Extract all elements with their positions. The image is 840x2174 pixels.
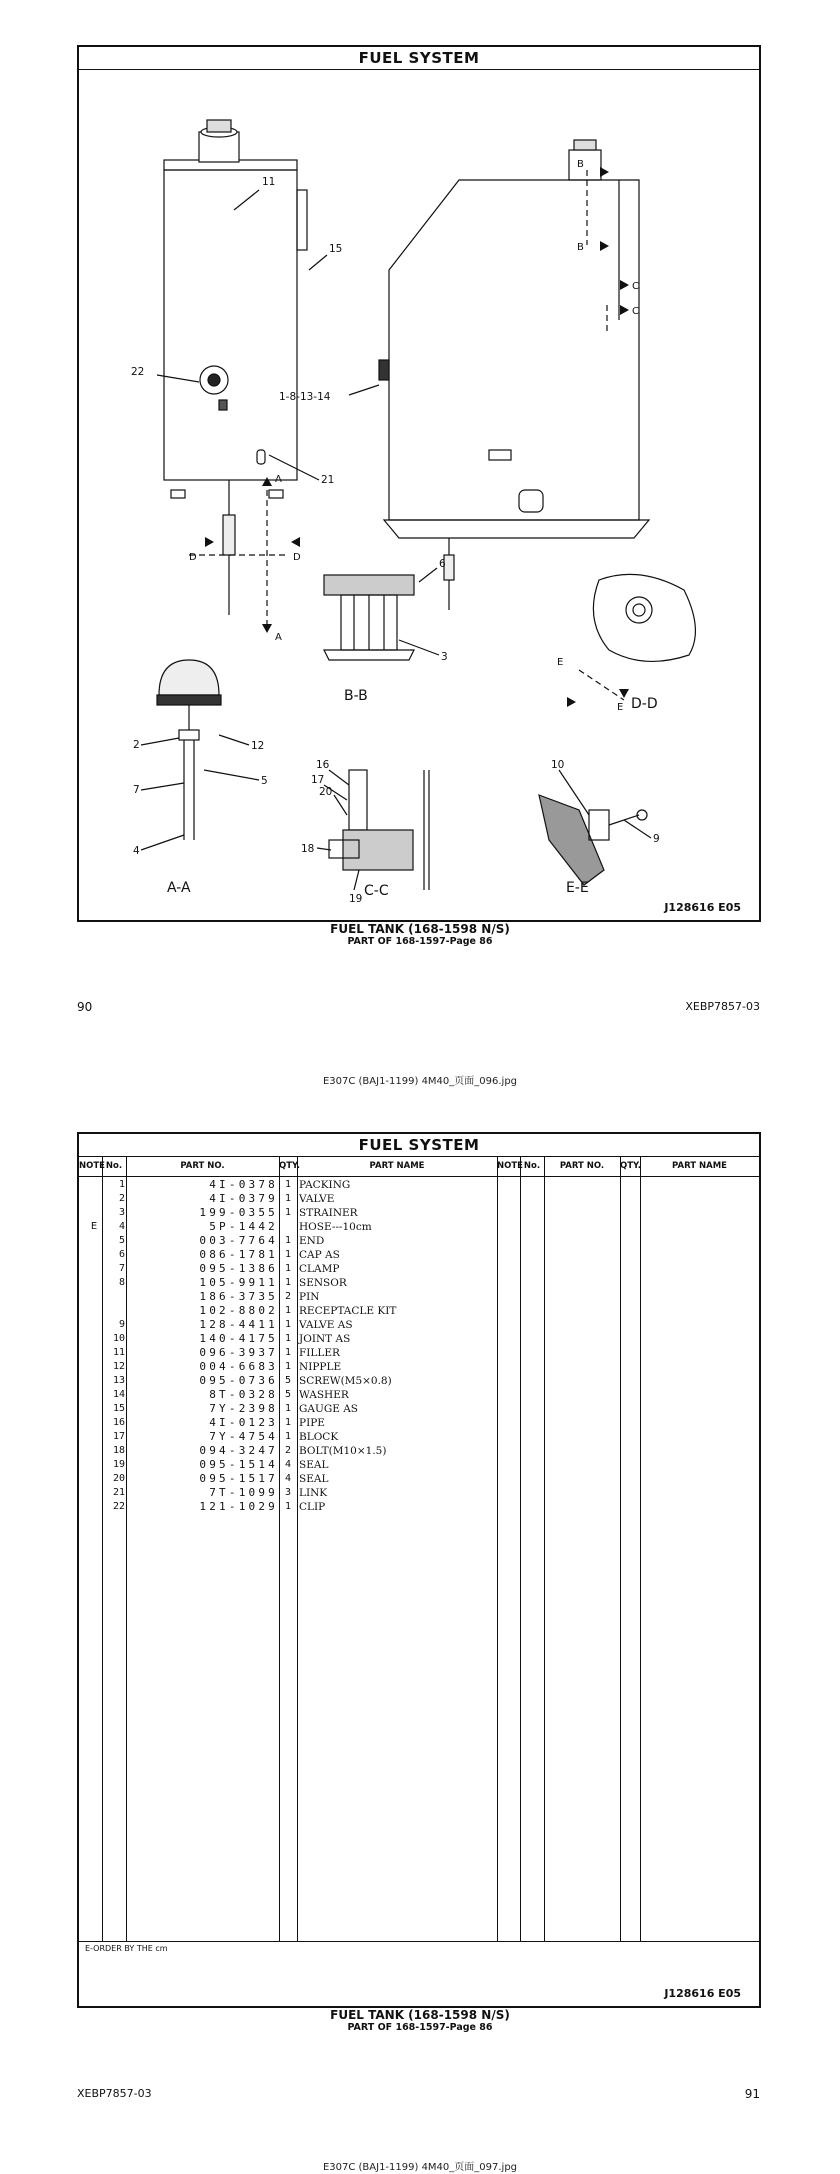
- parts-row-part_no: 095-0736: [199, 1374, 278, 1387]
- callout-2: 2: [133, 739, 140, 751]
- parts-row-no: 21: [112, 1487, 125, 1498]
- page-number-right: 91: [744, 2087, 760, 2101]
- parts-row-note: [85, 1206, 103, 1220]
- parts-row-part_no: 4I-0378: [209, 1178, 278, 1191]
- parts-row-name: SCREW(M5×0.8): [299, 1375, 392, 1387]
- parts-row-qty: 1: [284, 1207, 292, 1218]
- parts-row-name: SENSOR: [299, 1277, 347, 1289]
- callout-21: 21: [321, 474, 335, 486]
- section-mark-a-bottom: A: [275, 632, 282, 643]
- parts-row-note: [85, 1276, 103, 1290]
- parts-row-part_no: 140-4175: [199, 1332, 278, 1345]
- section-mark-d-left: D: [189, 552, 197, 563]
- section-mark-a-top: A: [275, 474, 282, 485]
- parts-row-note: [85, 1472, 103, 1486]
- parts-row-part_no: 096-3937: [199, 1346, 278, 1359]
- parts-row-note: [85, 1178, 103, 1192]
- parts-row-note: [85, 1290, 103, 1304]
- detail-a-a: [157, 660, 221, 840]
- parts-row-no: 22: [112, 1501, 125, 1512]
- parts-row-name: CLIP: [299, 1501, 326, 1513]
- parts-row-qty: 1: [284, 1403, 292, 1414]
- parts-row-name: VALVE: [299, 1193, 335, 1205]
- column-divider: [520, 1156, 521, 1941]
- parts-row-name: SEAL: [299, 1459, 329, 1471]
- doc-code-left: XEBP7857-03: [77, 2087, 152, 2100]
- parts-row-note: [85, 1500, 103, 1514]
- parts-row-qty: 5: [284, 1375, 292, 1386]
- parts-row-qty: 1: [284, 1501, 292, 1512]
- parts-row-part_no: 095-1514: [199, 1458, 278, 1471]
- doc-code-right: XEBP7857-03: [685, 1000, 760, 1013]
- parts-row-note: [85, 1360, 103, 1374]
- callout-6: 6: [439, 558, 446, 570]
- parts-row-name: BOLT(M10×1.5): [299, 1445, 387, 1457]
- parts-row-name: LINK: [299, 1487, 328, 1499]
- callout-18: 18: [301, 843, 315, 855]
- parts-row-part_no: 095-1517: [199, 1472, 278, 1485]
- figure-caption-2: FUEL TANK (168-1598 N/S): [330, 2008, 510, 2022]
- parts-row-part_no: 121-1029: [199, 1500, 278, 1513]
- callout-15: 15: [329, 243, 343, 255]
- view-label-b-b: B-B: [344, 688, 368, 704]
- parts-row-name: NIPPLE: [299, 1361, 342, 1373]
- section-mark-c-bottom: C: [632, 306, 639, 317]
- parts-row-part_no: 105-9911: [199, 1276, 278, 1289]
- parts-row-part_no: 4I-0379: [209, 1192, 278, 1205]
- callout-10: 10: [551, 759, 565, 771]
- figure-subcaption: PART OF 168-1597-Page 86: [347, 936, 493, 947]
- parts-row-part_no: 8T-0328: [209, 1388, 278, 1401]
- parts-row-note: [85, 1486, 103, 1500]
- parts-row-note: [85, 1402, 103, 1416]
- parts-row-note: [85, 1416, 103, 1430]
- header-part-no-right: PART NO.: [544, 1156, 620, 1177]
- parts-row-note: [85, 1248, 103, 1262]
- parts-row-name: GAUGE AS: [299, 1403, 358, 1415]
- parts-row-qty: 1: [284, 1319, 292, 1330]
- parts-row-name: CAP AS: [299, 1249, 340, 1261]
- section-mark-e-right: E: [617, 702, 624, 713]
- section-mark-b-bottom: B: [577, 242, 584, 253]
- detail-e-e: [539, 795, 647, 885]
- footer-rule: [79, 1941, 759, 1942]
- parts-row-no: 1: [118, 1179, 125, 1190]
- detail-b-b: [324, 575, 414, 660]
- parts-row-name: STRAINER: [299, 1207, 358, 1219]
- callout-1-8-13-14: 1-8-13-14: [279, 391, 331, 403]
- parts-row-name: PACKING: [299, 1179, 351, 1191]
- parts-row-no: 10: [112, 1333, 125, 1344]
- file-name-2: E307C (BAJ1-1199) 4M40_页面_097.jpg: [322, 2162, 518, 2173]
- callout-5: 5: [261, 775, 268, 787]
- parts-row-no: 2: [118, 1193, 125, 1204]
- parts-row-qty: 2: [284, 1445, 292, 1456]
- parts-list-title: FUEL SYSTEM: [79, 1134, 759, 1157]
- parts-row-note: [85, 1262, 103, 1276]
- parts-row-name: VALVE AS: [299, 1319, 353, 1331]
- parts-row-no: 19: [112, 1459, 125, 1470]
- drawing-frame: [77, 45, 761, 922]
- parts-row-no: 6: [118, 1249, 125, 1260]
- parts-row-note: [85, 1458, 103, 1472]
- parts-row-name: BLOCK: [299, 1431, 339, 1443]
- parts-row-part_no: 186-3735: [199, 1290, 278, 1303]
- parts-row-note: [85, 1234, 103, 1248]
- parts-row-qty: 3: [284, 1487, 292, 1498]
- parts-row-no: [103, 1304, 125, 1318]
- parts-row-qty: 1: [284, 1361, 292, 1372]
- exploded-drawing: [79, 70, 759, 920]
- drawing-code-2: J128616 E05: [664, 1987, 741, 2000]
- page-number-left: 90: [77, 1000, 93, 1014]
- callout-11: 11: [262, 176, 276, 188]
- parts-row-no: 20: [112, 1473, 125, 1484]
- callout-12: 12: [251, 740, 265, 752]
- parts-row-name: END: [299, 1235, 325, 1247]
- detail-c-c: [329, 770, 429, 890]
- parts-row-part_no: 086-1781: [199, 1248, 278, 1261]
- parts-row-note: [85, 1332, 103, 1346]
- parts-row-part_no: 7Y-4754: [209, 1430, 278, 1443]
- parts-row-qty: 5: [284, 1389, 292, 1400]
- tank-side-view: [379, 140, 649, 610]
- parts-row-qty: [281, 1220, 295, 1234]
- header-part-name: PART NAME: [297, 1156, 497, 1177]
- parts-row-part_no: 095-1386: [199, 1262, 278, 1275]
- section-mark-e-left: E: [557, 657, 564, 668]
- parts-row-no: 3: [118, 1207, 125, 1218]
- header-part-no: PART NO.: [126, 1156, 279, 1177]
- parts-row-part_no: 199-0355: [199, 1206, 278, 1219]
- figure-subcaption-2: PART OF 168-1597-Page 86: [347, 2022, 493, 2033]
- callout-4: 4: [133, 845, 140, 857]
- parts-row-name: FILLER: [299, 1347, 340, 1359]
- parts-row-qty: 1: [284, 1193, 292, 1204]
- parts-row-note: [85, 1346, 103, 1360]
- parts-row-part_no: 094-3247: [199, 1444, 278, 1457]
- section-mark-c-top: C: [632, 281, 639, 292]
- column-divider: [640, 1156, 641, 1941]
- parts-row-no: [103, 1290, 125, 1304]
- callout-19: 19: [349, 893, 363, 905]
- column-divider: [544, 1156, 545, 1941]
- callout-7: 7: [133, 784, 140, 796]
- parts-row-qty: 1: [284, 1347, 292, 1358]
- parts-row-qty: 1: [284, 1431, 292, 1442]
- figure-caption: FUEL TANK (168-1598 N/S): [330, 922, 510, 936]
- header-note: NOTE: [79, 1156, 102, 1177]
- parts-row-qty: 2: [284, 1291, 292, 1302]
- callout-20: 20: [319, 786, 333, 798]
- parts-row-no: 18: [112, 1445, 125, 1456]
- parts-row-note: [85, 1430, 103, 1444]
- parts-row-note: [85, 1374, 103, 1388]
- parts-row-no: 14: [112, 1389, 125, 1400]
- parts-row-name: PIN: [299, 1291, 320, 1303]
- callout-22: 22: [131, 366, 145, 378]
- parts-row-part_no: 4I-0123: [209, 1416, 278, 1429]
- view-label-c-c: C-C: [364, 883, 389, 899]
- parts-row-note: E: [90, 1221, 98, 1232]
- parts-table: [79, 1178, 497, 1518]
- parts-row-name: CLAMP: [299, 1263, 340, 1275]
- parts-row-qty: 1: [284, 1179, 292, 1190]
- parts-row-qty: 4: [284, 1473, 292, 1484]
- parts-row-no: 16: [112, 1417, 125, 1428]
- parts-row-no: 12: [112, 1361, 125, 1372]
- header-qty: QTY.: [279, 1156, 297, 1177]
- drawing-code: J128616 E05: [664, 901, 741, 914]
- parts-row-part_no: 7T-1099: [209, 1486, 278, 1499]
- parts-row-qty: 1: [284, 1277, 292, 1288]
- parts-row-no: 13: [112, 1375, 125, 1386]
- parts-row-name: JOINT AS: [299, 1333, 351, 1345]
- parts-row-qty: 1: [284, 1333, 292, 1344]
- parts-list-frame: [77, 1132, 761, 2008]
- view-label-e-e: E-E: [566, 880, 589, 896]
- parts-row-name: PIPE: [299, 1417, 325, 1429]
- detail-d-d: [593, 574, 695, 661]
- callout-16: 16: [316, 759, 330, 771]
- parts-row-qty: 1: [284, 1235, 292, 1246]
- parts-row-no: 9: [118, 1319, 125, 1330]
- header-part-name-right: PART NAME: [640, 1156, 759, 1177]
- parts-row-part_no: 128-4411: [199, 1318, 278, 1331]
- parts-row-note: [85, 1318, 103, 1332]
- parts-row-part_no: 004-6683: [199, 1360, 278, 1373]
- callout-9: 9: [653, 833, 660, 845]
- parts-row-name: RECEPTACLE KIT: [299, 1305, 397, 1317]
- callout-17: 17: [311, 774, 325, 786]
- parts-row-note: [85, 1192, 103, 1206]
- tank-left-view: [164, 120, 307, 615]
- section-mark-d-right: D: [293, 552, 301, 563]
- header-qty-right: QTY.: [620, 1156, 640, 1177]
- parts-row-name: SEAL: [299, 1473, 329, 1485]
- parts-row-note: [85, 1304, 103, 1318]
- parts-row-no: 4: [118, 1221, 125, 1232]
- parts-row-note: [85, 1444, 103, 1458]
- parts-row-no: 15: [112, 1403, 125, 1414]
- parts-row-no: 8: [118, 1277, 125, 1288]
- parts-row-part_no: 7Y-2398: [209, 1402, 278, 1415]
- header-no: No.: [102, 1156, 126, 1177]
- callout-3: 3: [441, 651, 448, 663]
- parts-row-part_no: 003-7764: [199, 1234, 278, 1247]
- parts-row-qty: 4: [284, 1459, 292, 1470]
- parts-row-qty: 1: [284, 1417, 292, 1428]
- view-label-d-d: D-D: [631, 696, 658, 712]
- parts-row-no: 17: [112, 1431, 125, 1442]
- file-name-1: E307C (BAJ1-1199) 4M40_页面_096.jpg: [322, 1076, 518, 1087]
- parts-row-no: 7: [118, 1263, 125, 1274]
- page-title: FUEL SYSTEM: [79, 47, 759, 70]
- view-label-a-a: A-A: [167, 880, 191, 896]
- header-note-right: NOTE: [497, 1156, 520, 1177]
- parts-row-name: HOSE---10cm: [299, 1221, 372, 1233]
- parts-row-qty: 1: [284, 1249, 292, 1260]
- parts-row-note: [85, 1388, 103, 1402]
- parts-row-part_no: 102-8802: [199, 1304, 278, 1317]
- header-no-right: No.: [520, 1156, 544, 1177]
- parts-row-qty: 1: [284, 1263, 292, 1274]
- parts-row-no: 11: [112, 1347, 125, 1358]
- parts-row-qty: 1: [284, 1305, 292, 1316]
- section-mark-b-top: B: [577, 159, 584, 170]
- parts-row-no: 5: [118, 1235, 125, 1246]
- footnote: E-ORDER BY THE cm: [85, 1944, 168, 1953]
- parts-row-part_no: 5P-1442: [209, 1220, 278, 1233]
- column-divider: [620, 1156, 621, 1941]
- parts-row-name: WASHER: [299, 1389, 349, 1401]
